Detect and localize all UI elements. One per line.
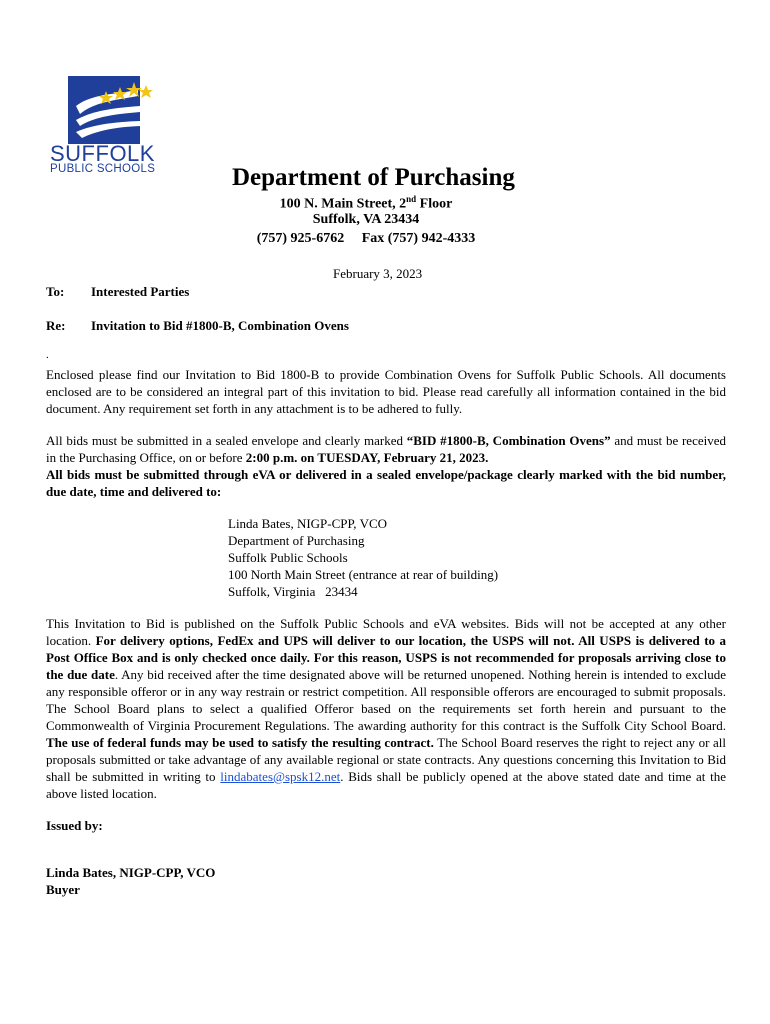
to-value: Interested Parties [91, 284, 190, 299]
logo-subtitle: PUBLIC SCHOOLS [50, 163, 156, 175]
street-address [236, 194, 496, 213]
p3-c: . Any bid received after the time designated above will be returned unopened. Nothing herein is intended to exclude any responsible offeror or in any way restrain or restrict competition. All responsible offerors are encouraged to submit proposals. The School Board plans to select a qualified Offeror based on the requirements set forth herein and pursuant to the Commonwealth of Virginia Procurement Regulations. The awarding authority for this contract is the Suffolk City School Board. [46, 667, 727, 733]
email-link[interactable]: lindabates@spsk12.net [220, 769, 341, 784]
address-line-1: Linda Bates, NIGP-CPP, VCO [228, 516, 388, 531]
re-value: Invitation to Bid #1800-B, Combination Ovens [91, 318, 349, 333]
letter-date: February 3, 2023 [333, 266, 423, 281]
p3-e: The School Board reserves the right to reject any or all proposals submitted or take advantage of any available regional or state contracts. Any questions concerning this Invitation to Bid shall be submitted in writing to [46, 735, 727, 784]
re-label: Re: [46, 318, 66, 333]
p3-a: This Invitation to Bid is published on the Suffolk Public Schools and eVA websites. Bids will not be accepted at any other location. [46, 616, 726, 648]
p2-bid-mark: “BID #1800-B, Combination Ovens” [406, 433, 611, 448]
to-label: To: [46, 284, 65, 299]
p2-eva-notice: All bids must be submitted through eVA or delivered in a sealed envelope/package clearly marked with the bid number, due date, time and delivered to: [46, 467, 726, 499]
p3-f: . Bids shall be publicly opened at the above stated date and time at the above listed location. [46, 769, 726, 801]
phone-fax-line: (757) 925-6762 Fax (757) 942-4333 [256, 231, 476, 246]
delivery-address-block [228, 515, 498, 600]
street-tail: Floor [416, 196, 453, 212]
p2-c: and must be received in the Purchasing Office, on or before [46, 433, 727, 465]
address-line-2: Department of Purchasing [228, 533, 365, 548]
signature-name: Linda Bates, NIGP-CPP, VCO [46, 865, 216, 880]
stray-dot: . [46, 349, 49, 361]
signature-title: Buyer [46, 882, 80, 897]
paragraph-submission [46, 432, 726, 500]
street-superscript: nd [406, 194, 417, 204]
city-line: Suffolk, VA 23434 [312, 212, 420, 227]
issued-by-label: Issued by: [46, 818, 103, 833]
p3-federal-funds: The use of federal funds may be used to satisfy the resulting contract. [46, 735, 434, 750]
logo-name: SUFFOLK [50, 141, 155, 166]
department-title: Department of Purchasing [232, 164, 515, 191]
paragraph-enclosed: Enclosed please find our Invitation to Bid 1800-B to provide Combination Ovens for Suffolk Public Schools. All documents enclosed are to be considered an integral part of this invitation to bid. Please read carefully all information contained in the bid document. Any requirement set forth in any attachment is to be adhered to fully. [46, 367, 726, 416]
logo-star-4 [139, 85, 153, 98]
p3-delivery-note: For delivery options, FedEx and UPS will deliver to our location, the USPS will not. All USPS is delivered to a Post Office Box and is only checked once daily. For this reason, USPS is not recommended for proposals arriving close to the due date [46, 633, 726, 682]
p2-deadline: 2:00 p.m. on TUESDAY, February 21, 2023. [245, 450, 489, 465]
address-line-3: Suffolk Public Schools [228, 550, 348, 565]
p2-a: All bids must be submitted in a sealed envelope and clearly marked [46, 433, 407, 448]
address-line-4: 100 North Main Street (entrance at rear of building) [228, 567, 499, 582]
paragraph-publication [46, 615, 726, 802]
signature-block [46, 864, 215, 898]
address-line-5: Suffolk, Virginia 23434 [228, 584, 358, 599]
street-main: 100 N. Main Street, 2 [279, 196, 407, 212]
